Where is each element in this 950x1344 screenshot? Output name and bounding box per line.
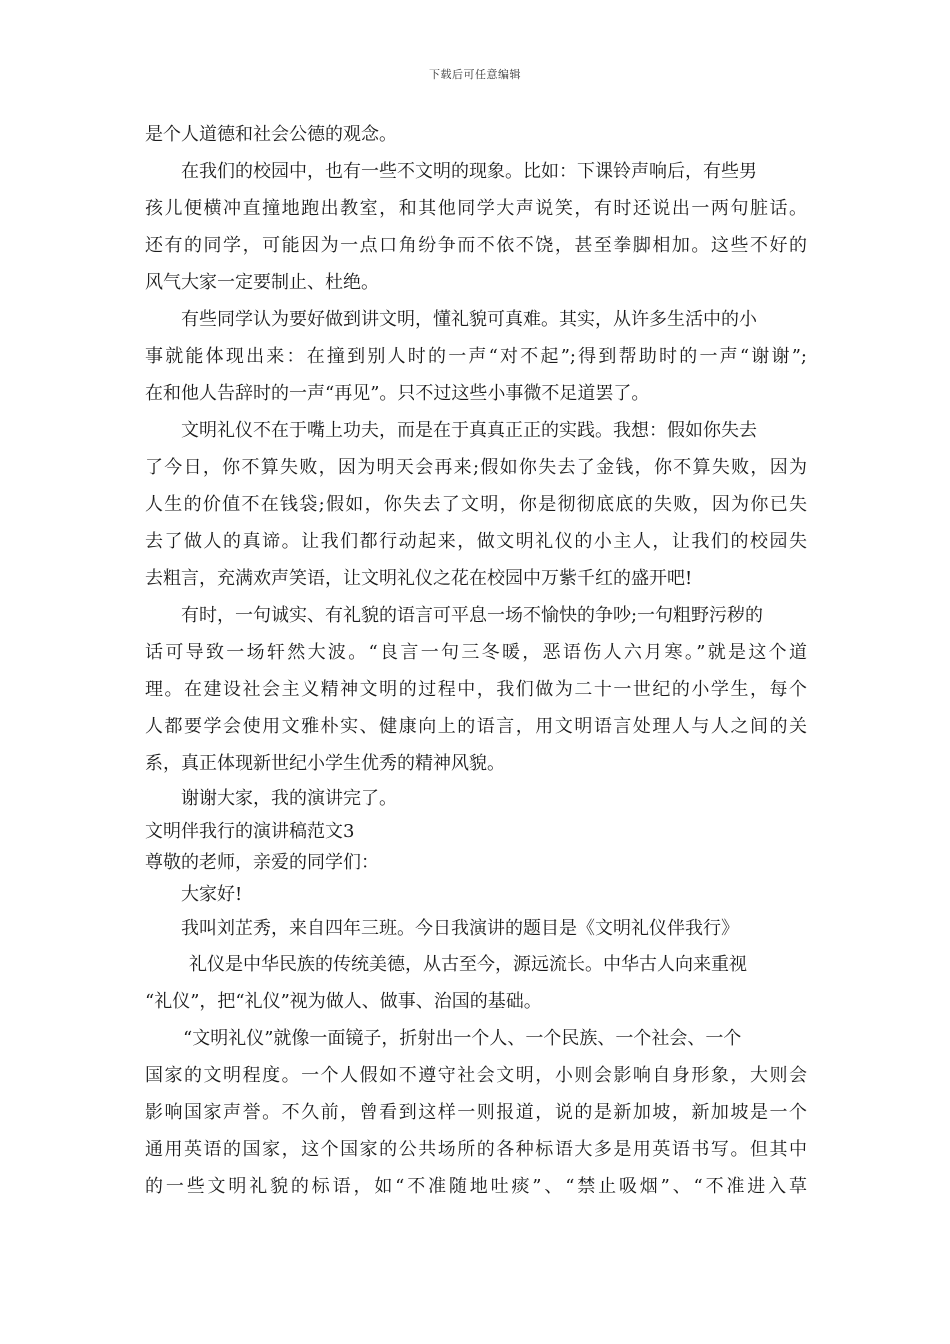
page-header: 下载后可任意编辑 xyxy=(429,68,521,81)
text-line: 的一些文明礼貌的标语，如“不准随地吐痰”、“禁止吸烟”、“不准进入草 xyxy=(145,1176,807,1197)
paragraph-start: “文明礼仪”就像一面镜子，折射出一个人、一个民族、一个社会、一个 xyxy=(183,1028,742,1049)
text-line: 国家的文明程度。一个人假如不遵守社会文明，小则会影响自身形象，大则会 xyxy=(145,1065,807,1086)
paragraph-start: 有些同学认为要好做到讲文明，懂礼貌可真难。其实，从许多生活中的小 xyxy=(181,309,757,330)
paragraph-start: 有时，一句诚实、有礼貌的语言可平息一场不愉快的争吵;一句粗野污秽的 xyxy=(181,605,764,626)
text-line: 通用英语的国家，这个国家的公共场所的各种标语大多是用英语书写。但其中 xyxy=(145,1139,807,1160)
text-line: “礼仪”，把“礼仪”视为做人、做事、治国的基础。 xyxy=(145,991,542,1012)
closing-line: 谢谢大家，我的演讲完了。 xyxy=(181,788,397,809)
document-body xyxy=(145,116,807,1205)
text-line: 还有的同学，可能因为一点口角纷争而不依不饶，甚至拳脚相加。这些不好的 xyxy=(145,235,807,256)
text-line: 人生的价值不在钱袋;假如，你失去了文明，你是彻彻底底的失败，因为你已失 xyxy=(145,494,807,515)
text-line: 是个人道德和社会公德的观念。 xyxy=(145,124,397,145)
text-line: 话可导致一场轩然大波。“良言一句三冬暖，恶语伤人六月寒。”就是这个道 xyxy=(145,642,807,663)
text-line: 系，真正体现新世纪小学生优秀的精神风貌。 xyxy=(145,753,505,774)
text-line: 孩儿便横冲直撞地跑出教室，和其他同学大声说笑，有时还说出一两句脏话。 xyxy=(145,198,807,219)
text-line: 在和他人告辞时的一声“再见”。只不过这些小事微不足道罢了。 xyxy=(145,383,650,404)
text-line: 去粗言，充满欢声笑语，让文明礼仪之花在校园中万紫千红的盛开吧! xyxy=(145,568,693,589)
text-line: 影响国家声誉。不久前，曾看到这样一则报道，说的是新加坡，新加坡是一个 xyxy=(145,1102,807,1123)
text-line: 事就能体现出来：在撞到别人时的一声“对不起”;得到帮助时的一声“谢谢”; xyxy=(145,346,807,367)
section-title: 文明伴我行的演讲稿范文3 xyxy=(145,821,355,842)
text-line: 了今日，你不算失败，因为明天会再来;假如你失去了金钱，你不算失败，因为 xyxy=(145,457,807,478)
text-line: 理。在建设社会主义精神文明的过程中，我们做为二十一世纪的小学生，每个 xyxy=(145,679,807,700)
text-line: 去了做人的真谛。让我们都行动起来，做文明礼仪的小主人，让我们的校园失 xyxy=(145,531,807,552)
text-line: 人都要学会使用文雅朴实、健康向上的语言，用文明语言处理人与人之间的关 xyxy=(145,716,807,737)
paragraph-start: 礼仪是中华民族的传统美德，从古至今，源远流长。中华古人向来重视 xyxy=(189,954,747,975)
paragraph-start: 在我们的校园中，也有一些不文明的现象。比如：下课铃声响后，有些男 xyxy=(181,161,757,182)
paragraph-start: 文明礼仪不在于嘴上功夫，而是在于真真正正的实践。我想：假如你失去 xyxy=(181,420,757,441)
salutation-line: 尊敬的老师，亲爱的同学们： xyxy=(145,852,379,873)
greeting-line: 大家好! xyxy=(181,884,243,905)
introduction-line: 我叫刘芷秀，来自四年三班。今日我演讲的题目是《文明礼仪伴我行》 xyxy=(181,918,739,939)
text-line: 风气大家一定要制止、杜绝。 xyxy=(145,272,379,293)
